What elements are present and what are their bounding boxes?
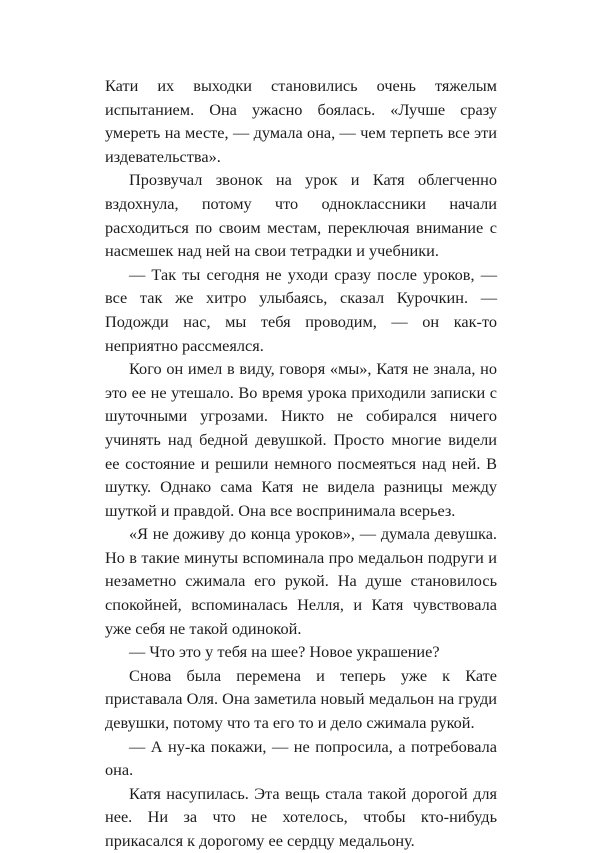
paragraph: Кати их выходки становились очень тяжелым испытанием. Она ужасно боялась. «Лучше сразу умереть на месте, — думала она, — чем терпеть все эти издевательства». — [105, 76, 497, 166]
paragraph: — Так ты сегодня не уходи сразу после уроков, — все так же хитро улыбаясь, сказал Курочкин. — Подожди нас, мы тебя проводим, — он как-то неприятно рассмеялся. — [105, 264, 497, 355]
paragraph: Снова была перемена и теперь уже к Кате приставала Оля. Она заметила новый медальон на груди девушки, потому что та его то и дело сжимала рукой. — [105, 665, 497, 733]
paragraph: Катя насупилась. Эта вещь стала такой дорогой для нее. Ни за что не хотелось, чтобы кто-нибудь прикасался к дорогому ее сердцу медальону. — [105, 783, 497, 850]
paragraph: Кого он имел в виду, говоря «мы», Катя не знала, но это ее не утешало. Во время урока приходили записки с шуточными угрозами. Никто не собирался ничего учинять над бедной девушкой. Просто многие видели ее состояние и решили немного посмеяться над ней. В шутку. Однако сама Катя не видела разницы между шуткой и правдой. Она все воспринимала всерьез. — [105, 359, 497, 520]
book-page — [105, 74, 497, 853]
paragraph: «Я не доживу до конца уроков», — думала девушка. Но в такие минуты вспоминала про медальон подруги и незаметно сжимала его рукой. На душе становилось спокойней, вспоминалась Нелля, и Катя чувствовала уже себя не такой одинокой. — [105, 524, 497, 638]
paragraph: — А ну-ка покажи, — не попросила, а потребовала она. — [105, 736, 497, 780]
paragraph: Прозвучал звонок на урок и Катя облегченно вздохнула, потому что одноклассники начали расходиться по своим местам, переключая внимание с насмешек над ней на свои тетрадки и учебники. — [105, 170, 497, 261]
paragraph: — Что это у тебя на шее? Новое украшение? — [129, 642, 440, 662]
